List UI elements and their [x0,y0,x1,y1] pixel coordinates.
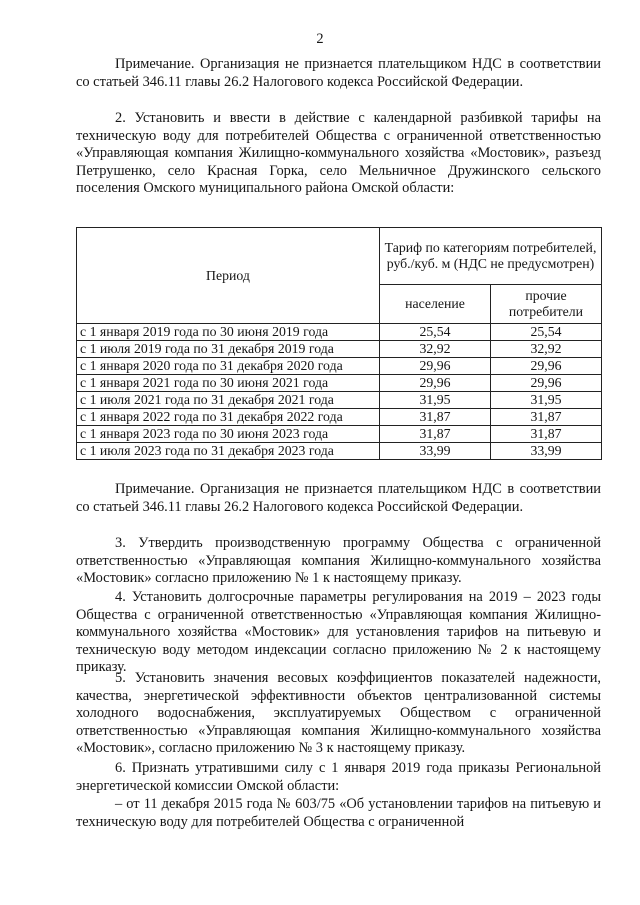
row-other: 31,87 [491,409,602,426]
row-period: с 1 января 2020 года по 31 декабря 2020 года [77,358,380,375]
item-6-dash-block [76,796,601,831]
header-tariff: Тариф по категориям потребителей, руб./куб. м (НДС не предусмотрен) [380,228,602,285]
item-6-paragraph: 6. Признать утратившими силу с 1 января 2019 года приказы Региональной энергетической комиссии Омской области: [76,760,601,794]
row-period: с 1 июля 2023 года по 31 декабря 2023 года [77,443,380,460]
note-paragraph-2: Примечание. Организация не признается плательщиком НДС в соответствии со статьей 346.11 главы 26.2 Налогового кодекса Российской Федерации. [76,481,601,515]
item-2-paragraph: 2. Установить и ввести в действие с календарной разбивкой тарифы на техническую воду для потребителей Общества с ограниченной ответственностью «Управляющая компания Жилищно-коммунального хозяйства «Мостовик», разъезд Петрушенко, село Красная Горка, село Мельничное Дружинского сельского поселения Омского муниципального района Омской области: [76,110,601,197]
table-row [77,409,602,426]
row-period: с 1 июля 2019 года по 31 декабря 2019 года [77,341,380,358]
row-period: с 1 января 2023 года по 30 июня 2023 года [77,426,380,443]
row-period: с 1 января 2021 года по 30 июня 2021 года [77,375,380,392]
tariff-table [76,227,602,460]
row-population: 25,54 [380,324,491,341]
item-3-block [76,535,601,588]
row-other: 29,96 [491,375,602,392]
table-row [77,324,602,341]
note-top [76,56,601,91]
row-other: 32,92 [491,341,602,358]
row-population: 29,96 [380,358,491,375]
table-row [77,375,602,392]
table-row [77,443,602,460]
row-population: 29,96 [380,375,491,392]
item-6-dash-paragraph: – от 11 декабря 2015 года № 603/75 «Об установлении тарифов на питьевую и техническую воду для потребителей Общества с ограниченной [76,796,601,830]
header-period: Период [77,228,380,324]
header-other: прочие потребители [491,285,602,324]
row-period: с 1 июля 2021 года по 31 декабря 2021 года [77,392,380,409]
table-row [77,426,602,443]
row-other: 33,99 [491,443,602,460]
note-bottom [76,481,601,516]
row-other: 25,54 [491,324,602,341]
row-other: 29,96 [491,358,602,375]
row-other: 31,87 [491,426,602,443]
row-population: 32,92 [380,341,491,358]
item-2-block [76,110,601,198]
item-5-block [76,670,601,758]
table-row [77,358,602,375]
item-6-block [76,760,601,795]
row-other: 31,95 [491,392,602,409]
page-number: 2 [316,31,324,47]
item-4-paragraph: 4. Установить долгосрочные параметры регулирования на 2019 – 2023 годы Общества с ограниченной ответственностью «Управляющая компания Жилищно-коммунального хозяйства «Мостовик» для установления тарифов на питьевую и техническую воду методом индексации согласно приложению № 2 к настоящему приказу. [76,589,601,676]
item-4-block [76,589,601,677]
table-row [77,341,602,358]
row-population: 31,87 [380,409,491,426]
note-paragraph-1: Примечание. Организация не признается плательщиком НДС в соответствии со статьей 346.11 главы 26.2 Налогового кодекса Российской Федерации. [76,56,601,90]
table-row [77,392,602,409]
row-population: 31,87 [380,426,491,443]
row-population: 31,95 [380,392,491,409]
row-period: с 1 января 2019 года по 30 июня 2019 года [77,324,380,341]
item-5-paragraph: 5. Установить значения весовых коэффициентов показателей надежности, качества, энергетической эффективности объектов централизованной системы холодного водоснабжения, эксплуатируемых Обществом с ограниченной ответственностью «Управляющая компания Жилищно-коммунального хозяйства «Мостовик», согласно приложению № 3 к настоящему приказу. [76,670,601,757]
header-population: население [380,285,491,324]
row-period: с 1 января 2022 года по 31 декабря 2022 года [77,409,380,426]
item-3-paragraph: 3. Утвердить производственную программу Общества с ограниченной ответственностью «Управляющая компания Жилищно-коммунального хозяйства «Мостовик» согласно приложению № 1 к настоящему приказу. [76,535,601,587]
row-population: 33,99 [380,443,491,460]
